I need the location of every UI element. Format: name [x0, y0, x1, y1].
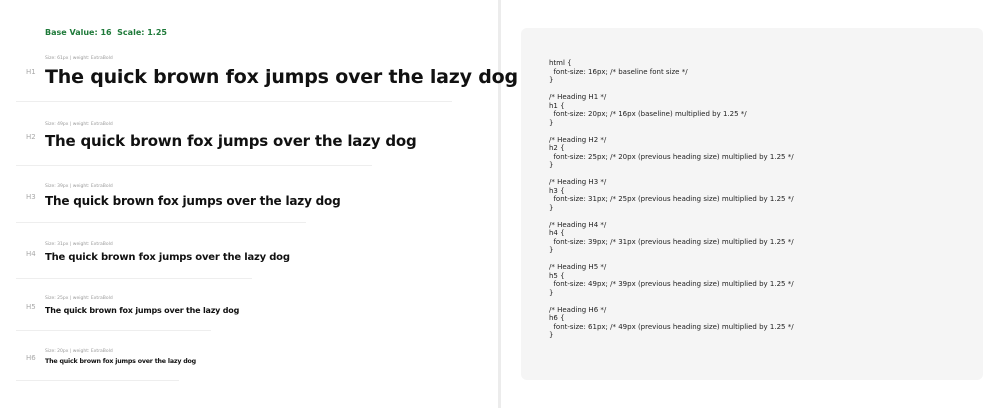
heading-meta-h2: Size: 49px | weight: ExtraBold — [45, 122, 113, 127]
css-code-block: html { font-size: 16px; /* baseline font size */ } /* Heading H1 */ h1 { font-size: 20px; /* 16px (baseline) multiplied by 1.25 */ } /* Heading H2 */ h2 { font-size: 25px; /* 20px (previous heading size) multiplied by 1.25 */ } /* Heading H3 */ h3 { font-size: 31px; /* 25px (previous heading size) multiplied by 1.25 */ } /* Heading H4 */ h4 { font-size: 39px; /* 31px (previous heading size) multiplied by 1.25 */ } /* Heading H5 */ h5 { font-size: 49px; /* 39px (previous heading size) multiplied by 1.25 */ } /* Heading H6 */ h6 { font-size: 61px; /* 49px (previous heading size) multiplied by 1.25 */ } — [549, 59, 794, 339]
heading-tag-h5: H5 — [26, 303, 36, 311]
row-divider-h4 — [16, 278, 252, 279]
heading-tag-h4: H4 — [26, 250, 36, 258]
row-divider-h1 — [16, 101, 452, 102]
heading-meta-h4: Size: 31px | weight: ExtraBold — [45, 242, 113, 247]
heading-meta-h6: Size: 20px | weight: ExtraBold — [45, 349, 113, 354]
heading-sample-h3: The quick brown fox jumps over the lazy dog — [45, 194, 341, 208]
heading-tag-h6: H6 — [26, 354, 36, 362]
heading-sample-h4: The quick brown fox jumps over the lazy dog — [45, 252, 290, 263]
heading-meta-h1: Size: 61px | weight: ExtraBold — [45, 56, 113, 61]
heading-meta-h5: Size: 25px | weight: ExtraBold — [45, 296, 113, 301]
heading-sample-h1: The quick brown fox jumps over the lazy dog — [45, 66, 518, 88]
heading-sample-h5: The quick brown fox jumps over the lazy dog — [45, 306, 240, 315]
heading-sample-h6: The quick brown fox jumps over the lazy dog — [45, 358, 196, 365]
heading-meta-h3: Size: 39px | weight: ExtraBold — [45, 184, 113, 189]
heading-tag-h3: H3 — [26, 193, 36, 201]
row-divider-h5 — [16, 330, 211, 331]
row-divider-h6 — [16, 380, 179, 381]
row-divider-h2 — [16, 165, 372, 166]
base-value-label: Base Value: 16 Scale: 1.25 — [45, 28, 167, 37]
css-code-panel — [521, 28, 983, 380]
heading-tag-h2: H2 — [26, 133, 36, 141]
row-divider-h3 — [16, 222, 306, 223]
heading-tag-h1: H1 — [26, 68, 36, 76]
heading-sample-h2: The quick brown fox jumps over the lazy dog — [45, 132, 417, 150]
